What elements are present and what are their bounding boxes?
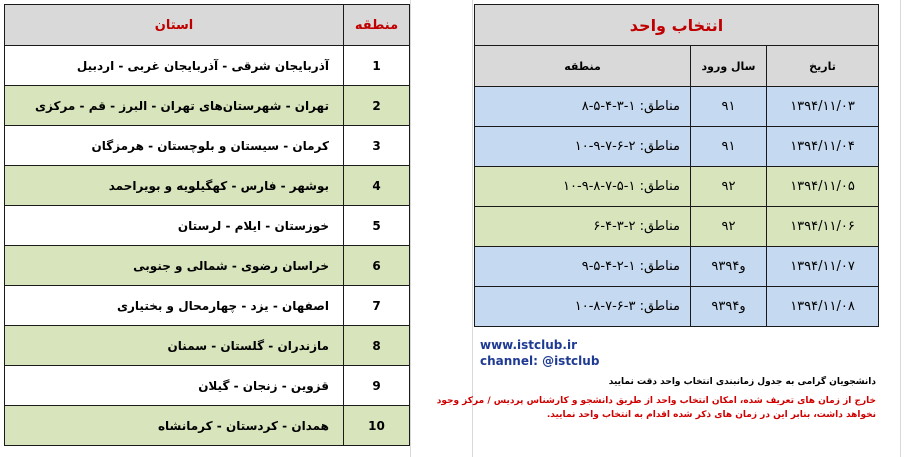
provinces-cell: آذربایجان شرقی - آذربایجان غربی - اردبیل	[5, 46, 344, 86]
region-number-cell: 4	[344, 166, 410, 206]
region-number-cell: 5	[344, 206, 410, 246]
notice-line: دانشجویان گرامی به جدول زمانبندی انتخاب واحد دقت نمایید	[608, 377, 876, 387]
sheet-gridline	[410, 0, 411, 457]
region-number-cell: 10	[344, 406, 410, 446]
region-number-cell: 6	[344, 246, 410, 286]
date-cell: ۱۳۹۴/۱۱/۰۷	[767, 247, 879, 287]
provinces-cell: تهران - شهرستان‌های تهران - البرز - قم - مرکزی	[5, 86, 344, 126]
date-cell: ۱۳۹۴/۱۱/۰۴	[767, 127, 879, 167]
header-region: منطقه	[344, 5, 410, 46]
notice-line: نخواهد داشت، بنابر این در زمان های ذکر شده اقدام به انتخاب واحد نمایید.	[546, 410, 876, 420]
entry-year-cell: ۹۳و۹۴	[691, 287, 767, 327]
channel-label: channel: @istclub	[480, 354, 600, 368]
region-table	[4, 4, 410, 446]
regions-cell: مناطق: ۲-۶-۷-۹-۱۰	[475, 127, 691, 167]
table-row	[5, 366, 410, 406]
provinces-cell: مازندران - گلستان - سمنان	[5, 326, 344, 366]
sheet-gridline	[900, 0, 901, 457]
sheet-gridline	[472, 0, 473, 457]
entry-year-cell: ۹۱	[691, 87, 767, 127]
region-number-cell: 2	[344, 86, 410, 126]
notice-line: خارج از زمان های تعریف شده، امکان انتخاب واحد از طریق دانشجو و کارشناس پردیس / مرکز وجود	[436, 396, 876, 406]
regions-cell: مناطق: ۱-۳-۴-۵-۸	[475, 87, 691, 127]
header-date: تاریخ	[767, 46, 879, 87]
entry-year-cell: ۹۳و۹۴	[691, 247, 767, 287]
region-number-cell: 8	[344, 326, 410, 366]
table-row	[475, 127, 879, 167]
schedule-table	[474, 4, 879, 327]
schedule-title: انتخاب واحد	[475, 5, 879, 46]
header-province: استان	[5, 5, 344, 46]
provinces-cell: قزوین - زنجان - گیلان	[5, 366, 344, 406]
table-row	[5, 126, 410, 166]
region-number-cell: 1	[344, 46, 410, 86]
table-row	[475, 167, 879, 207]
table-row	[5, 286, 410, 326]
header-entry-year: سال ورود	[691, 46, 767, 87]
header-region: منطقه	[475, 46, 691, 87]
provinces-cell: همدان - کردستان - کرمانشاه	[5, 406, 344, 446]
table-row	[5, 166, 410, 206]
region-number-cell: 7	[344, 286, 410, 326]
provinces-cell: بوشهر - فارس - کهگیلویه و بویراحمد	[5, 166, 344, 206]
provinces-cell: اصفهان - یزد - چهارمحال و بختیاری	[5, 286, 344, 326]
provinces-cell: خراسان رضوی - شمالی و جنوبی	[5, 246, 344, 286]
region-number-cell: 3	[344, 126, 410, 166]
regions-cell: مناطق: ۳-۶-۷-۸-۱۰	[475, 287, 691, 327]
provinces-cell: کرمان - سیستان و بلوچستان - هرمزگان	[5, 126, 344, 166]
date-cell: ۱۳۹۴/۱۱/۰۶	[767, 207, 879, 247]
table-row	[475, 207, 879, 247]
table-row	[5, 206, 410, 246]
table-row	[5, 86, 410, 126]
regions-cell: مناطق: ۱-۲-۴-۵-۹	[475, 247, 691, 287]
table-row	[475, 247, 879, 287]
date-cell: ۱۳۹۴/۱۱/۰۸	[767, 287, 879, 327]
entry-year-cell: ۹۲	[691, 207, 767, 247]
date-cell: ۱۳۹۴/۱۱/۰۳	[767, 87, 879, 127]
region-number-cell: 9	[344, 366, 410, 406]
website-link[interactable]: www.istclub.ir	[480, 338, 577, 352]
date-cell: ۱۳۹۴/۱۱/۰۵	[767, 167, 879, 207]
regions-cell: مناطق: ۲-۳-۴-۶	[475, 207, 691, 247]
regions-cell: مناطق: ۱-۵-۷-۸-۹-۱۰	[475, 167, 691, 207]
table-row	[475, 287, 879, 327]
table-row	[475, 87, 879, 127]
entry-year-cell: ۹۲	[691, 167, 767, 207]
table-row	[5, 46, 410, 86]
table-row	[5, 326, 410, 366]
table-row	[5, 406, 410, 446]
provinces-cell: خوزستان - ایلام - لرستان	[5, 206, 344, 246]
entry-year-cell: ۹۱	[691, 127, 767, 167]
table-row	[5, 246, 410, 286]
